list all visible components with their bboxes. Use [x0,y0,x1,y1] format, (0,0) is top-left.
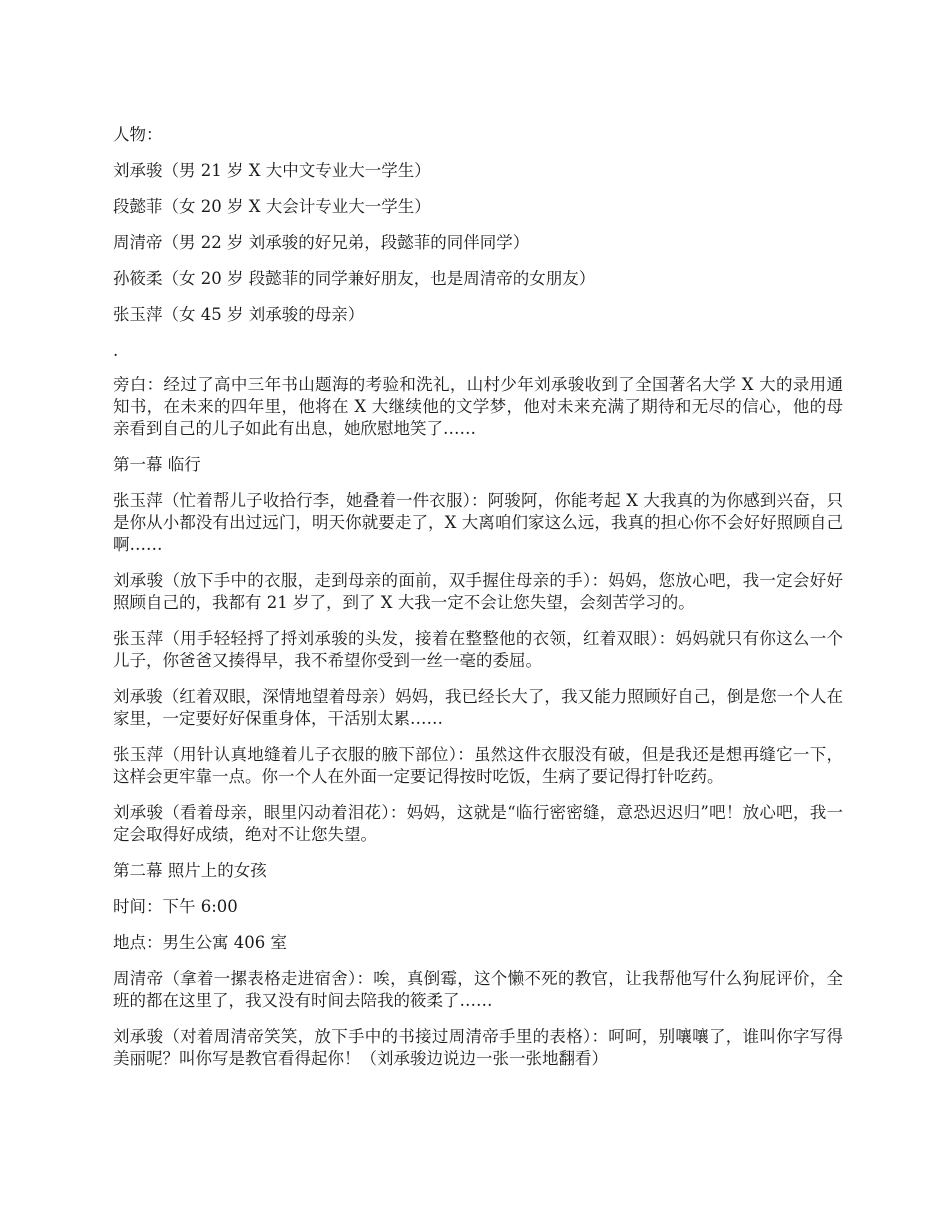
cast-entry-zhou-qingdi: 周清帝（男 22 岁 刘承骏的好兄弟，段懿菲的同伴同学） [113,233,530,252]
dialogue-paragraph: 张玉萍（用手轻轻捋了捋刘承骏的头发，接着在整整他的衣领，红着双眼）：妈妈就只有你这么一个儿子，你爸爸又揍得早，我不希望你受到一丝一毫的委屈。 [113,629,843,670]
dialogue-paragraph: 张玉萍（忙着帮儿子收拾行李，她叠着一件衣服）：阿骏阿，你能考起 X 大我真的为你感到兴奋，只是你从小都没有出过远门，明天你就要走了，X 大离咱们家这么远，我真的担心你不会好好照顾自己啊…… [113,491,843,554]
cast-heading: 人物： [113,125,163,144]
dialogue-paragraph: 刘承骏（红着双眼，深情地望着母亲）妈妈，我已经长大了，我又能力照顾好自己，倒是您一个人在家里，一定要好好保重身体，干活别太累…… [113,687,843,728]
scene-location: 地点：男生公寓 406 室 [113,933,287,952]
dialogue-paragraph: 周清帝（拿着一摞表格走进宿舍）：唉，真倒霉，这个懒不死的教官，让我帮他写什么狗屁评价，全班的都在这里了，我又没有时间去陪我的筱柔了…… [113,969,843,1010]
dialogue-paragraph: 张玉萍（用针认真地缝着儿子衣服的腋下部位）：虽然这件衣服没有破，但是我还是想再缝它一下，这样会更牢靠一点。你一个人在外面一定要记得按时吃饭，生病了要记得打针吃药。 [113,745,843,786]
cast-entry-liu-chengjun: 刘承骏（男 21 岁 X 大中文专业大一学生） [113,161,431,180]
cast-entry-sun-xiaorou: 孙筱柔（女 20 岁 段懿菲的同学兼好朋友，也是周清帝的女朋友） [113,269,596,288]
scene-time: 时间：下午 6:00 [113,897,238,916]
act-one-heading: 第一幕 临行 [113,455,201,474]
dialogue-paragraph: 刘承骏（对着周清帝笑笑，放下手中的书接过周清帝手里的表格）：呵呵，别嚷嚷了，谁叫你字写得美丽呢？叫你写是教官看得起你！（刘承骏边说边一张一张地翻看） [113,1027,843,1068]
separator-dot: . [113,341,119,360]
dialogue-paragraph: 刘承骏（放下手中的衣服，走到母亲的面前，双手握住母亲的手）：妈妈，您放心吧，我一定会好好照顾自己的，我都有 21 岁了，到了 X 大我一定不会让您失望，会刻苦学习的。 [113,571,843,612]
cast-entry-duan-yifei: 段懿菲（女 20 岁 X 大会计专业大一学生） [113,197,431,216]
cast-entry-zhang-yuping: 张玉萍（女 45 岁 刘承骏的母亲） [113,305,365,324]
document-body [113,124,843,1084]
act-two-heading: 第二幕 照片上的女孩 [113,861,267,880]
dialogue-paragraph: 刘承骏（看着母亲，眼里闪动着泪花）：妈妈，这就是“临行密密缝，意恐迟迟归”吧！放心吧，我一定会取得好成绩，绝对不让您失望。 [113,803,843,844]
narration-paragraph: 旁白：经过了高中三年书山题海的考验和洗礼，山村少年刘承骏收到了全国著名大学 X 大的录用通知书，在未来的四年里，他将在 X 大继续他的文学梦，他对未来充满了期待和无尽的信心，他的母亲看到自己的儿子如此有出息，她欣慰地笑了…… [113,375,843,438]
